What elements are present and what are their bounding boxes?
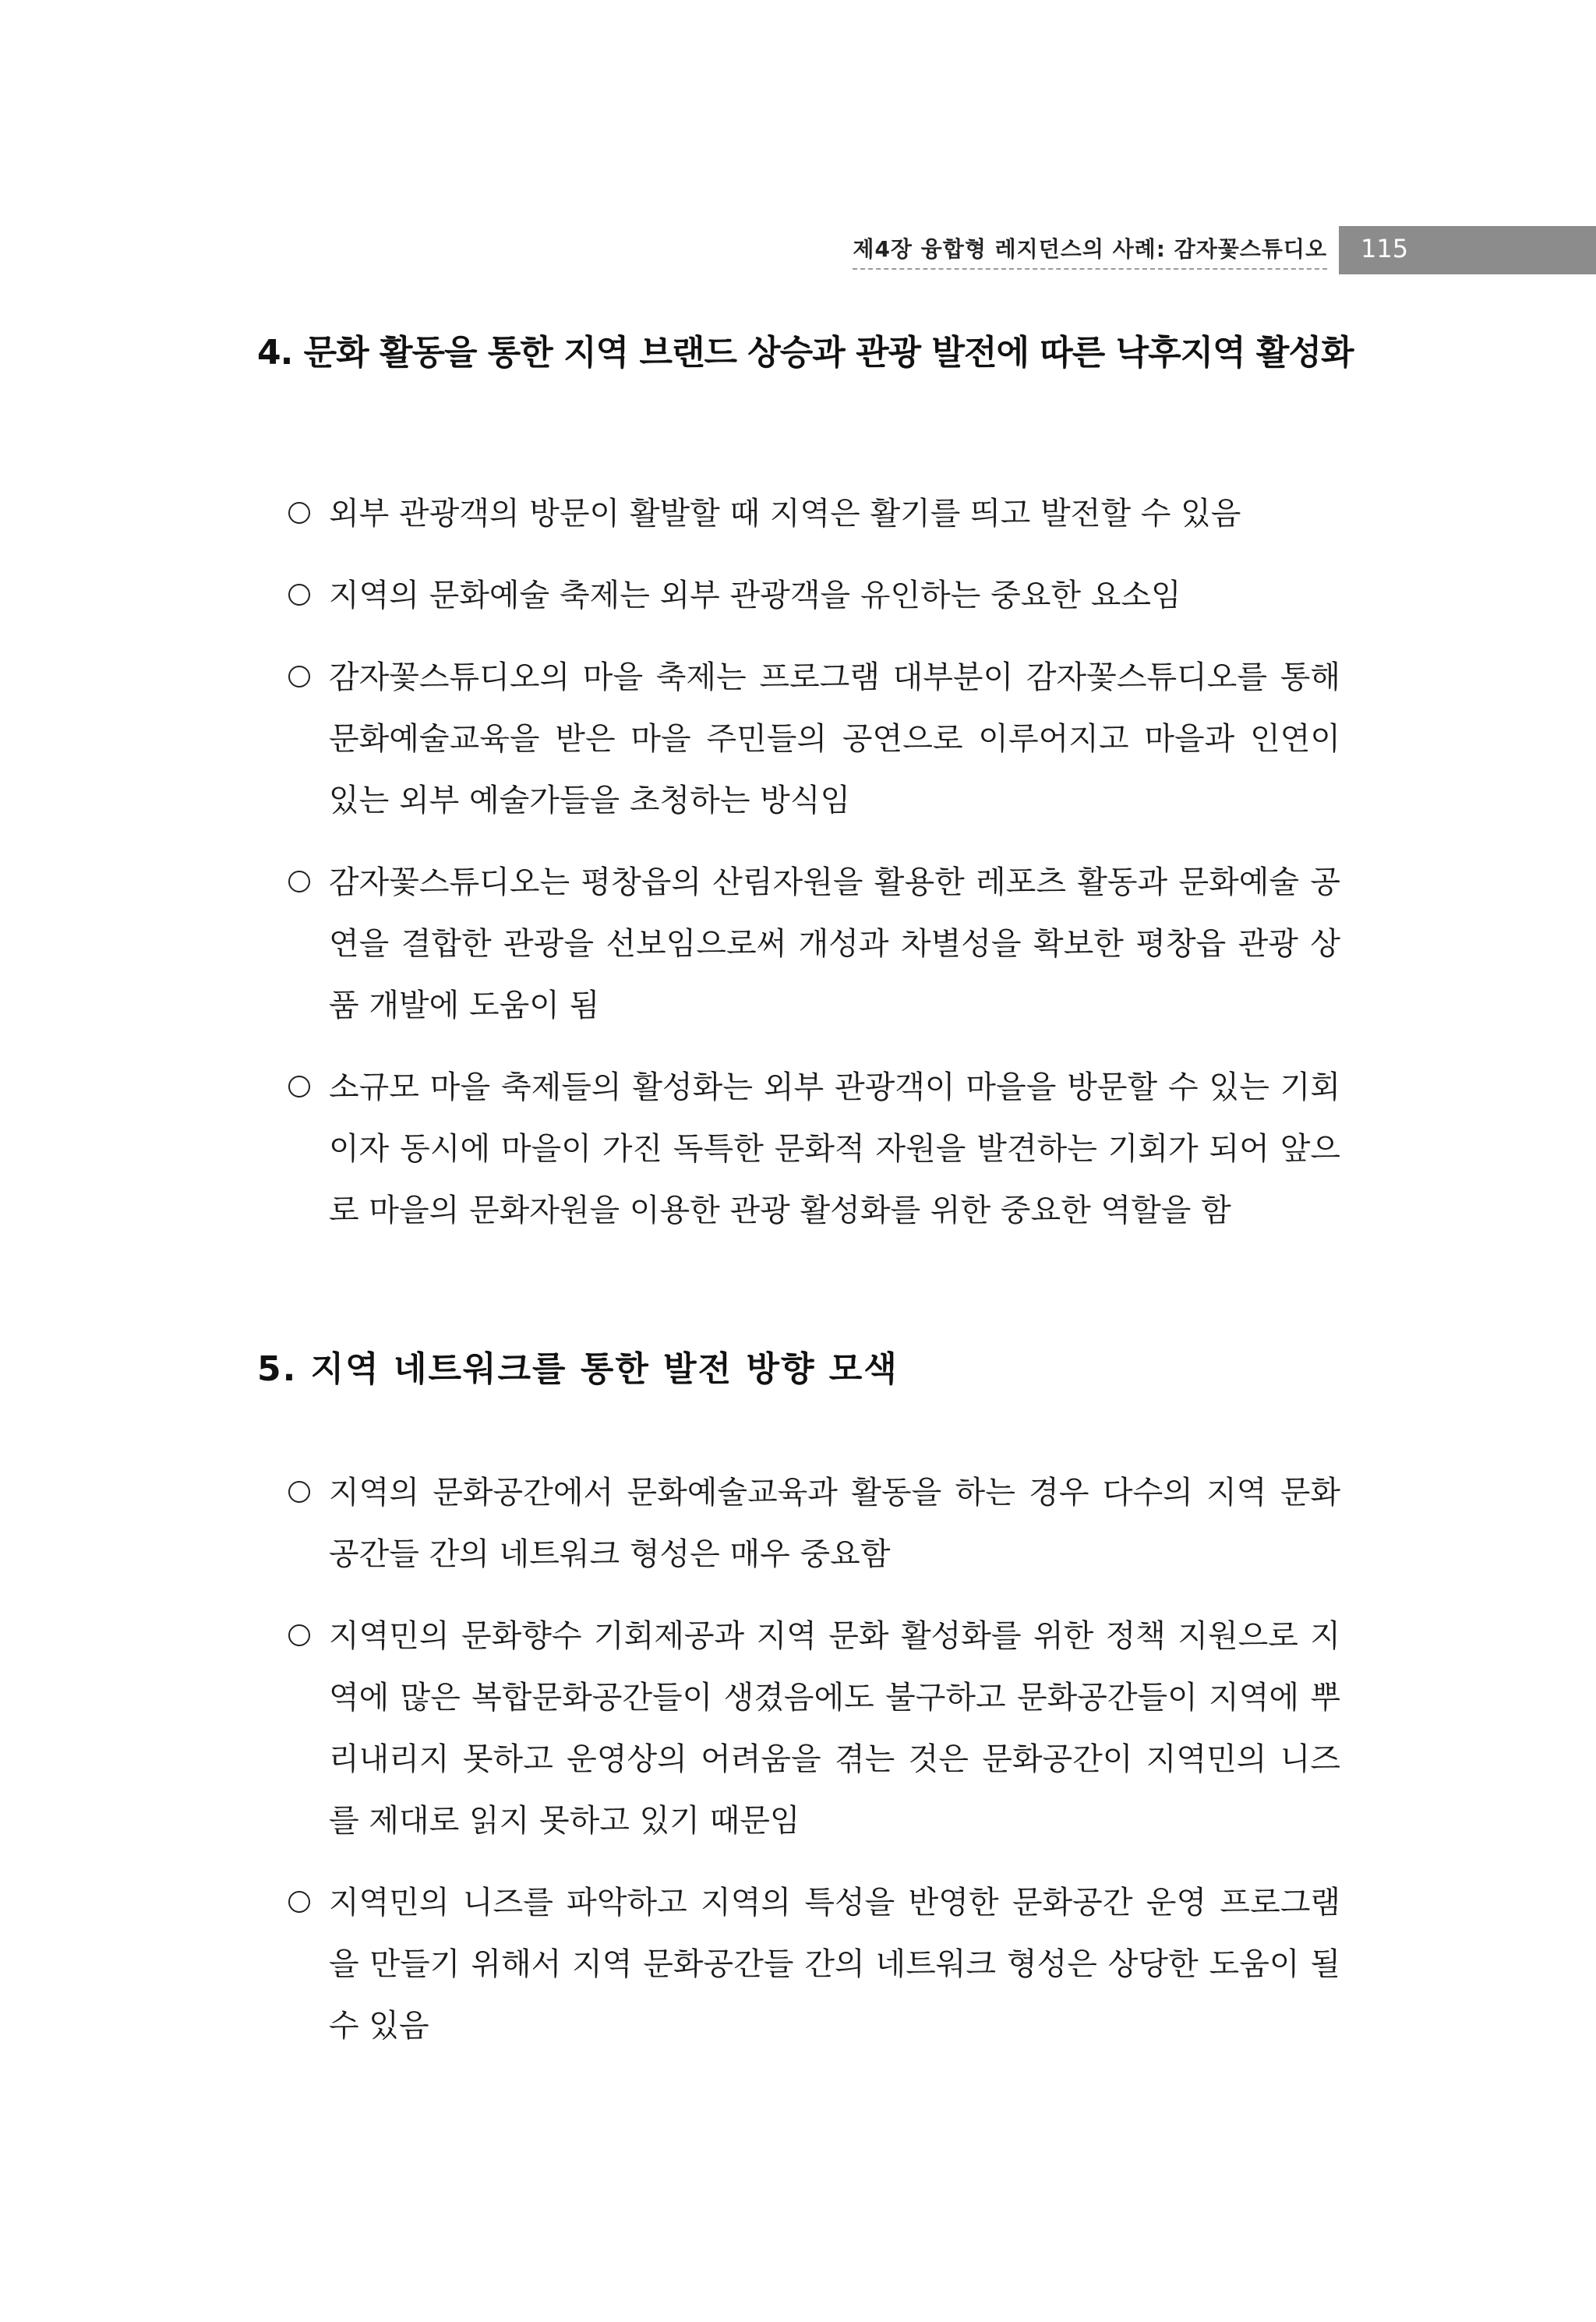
- circle-bullet-icon: [288, 502, 310, 524]
- bullet-text: 감자꽃스튜디오는 평창읍의 산림자원을 활용한 레포츠 활동과 문화예술 공연을 결합한 관광을 선보임으로써 개성과 차별성을 확보한 평창읍 관광 상품 개발에 도움이 됨: [329, 864, 1340, 1023]
- bullet-item: [288, 647, 1340, 832]
- bullet-item: [288, 1606, 1340, 1852]
- bullet-item: [288, 1057, 1340, 1242]
- bullet-item: [288, 1872, 1340, 2057]
- bullet-item: [288, 565, 1340, 627]
- section-heading-5: 5. 지역 네트워크를 통한 발전 방향 모색: [257, 1349, 899, 1389]
- page-number-tab: [1339, 226, 1596, 274]
- bullet-item: [288, 852, 1340, 1037]
- bullet-text: 지역민의 문화향수 기회제공과 지역 문화 활성화를 위한 정책 지원으로 지역에 많은 복합문화공간들이 생겼음에도 불구하고 문화공간들이 지역에 뿌리내리지 못하고 운영상의 어려움을 겪는 것은 문화공간이 지역민의 니즈를 제대로 읽지 못하고 있기 때문임: [329, 1618, 1340, 1839]
- bullet-text: 소규모 마을 축제들의 활성화는 외부 관광객이 마을을 방문할 수 있는 기회이자 동시에 마을이 가진 독특한 문화적 자원을 발견하는 기회가 되어 앞으로 마을의 문화자원을 이용한 관광 활성화를 위한 중요한 역할을 함: [329, 1069, 1340, 1228]
- section-4-bullet-list: [288, 483, 1340, 1262]
- bullet-item: [288, 1462, 1340, 1585]
- bullet-text: 감자꽃스튜디오의 마을 축제는 프로그램 대부분이 감자꽃스튜디오를 통해 문화예술교육을 받은 마을 주민들의 공연으로 이루어지고 마을과 인연이 있는 외부 예술가들을 초청하는 방식임: [329, 659, 1340, 818]
- section-heading-4: 4. 문화 활동을 통한 지역 브랜드 상승과 관광 발전에 따른 낙후지역 활성화: [257, 333, 1354, 373]
- bullet-text: 지역의 문화예술 축제는 외부 관광객을 유인하는 중요한 요소임: [329, 578, 1181, 613]
- page-number: 115: [1361, 234, 1409, 263]
- circle-bullet-icon: [288, 1481, 310, 1503]
- bullet-text: 외부 관광객의 방문이 활발할 때 지역은 활기를 띄고 발전할 수 있음: [329, 496, 1241, 532]
- circle-bullet-icon: [288, 666, 310, 687]
- circle-bullet-icon: [288, 871, 310, 892]
- bullet-text: 지역민의 니즈를 파악하고 지역의 특성을 반영한 문화공간 운영 프로그램을 만들기 위해서 지역 문화공간들 간의 네트워크 형성은 상당한 도움이 될 수 있음: [329, 1885, 1340, 2044]
- circle-bullet-icon: [288, 1076, 310, 1097]
- circle-bullet-icon: [288, 584, 310, 606]
- running-title: 제4장 융합형 레지던스의 사례: 감자꽃스튜디오: [853, 232, 1327, 270]
- running-header: [0, 223, 1596, 277]
- circle-bullet-icon: [288, 1891, 310, 1913]
- bullet-text: 지역의 문화공간에서 문화예술교육과 활동을 하는 경우 다수의 지역 문화공간들 간의 네트워크 형성은 매우 중요함: [329, 1475, 1340, 1572]
- circle-bullet-icon: [288, 1624, 310, 1646]
- section-5-bullet-list: [288, 1462, 1340, 2077]
- bullet-item: [288, 483, 1340, 545]
